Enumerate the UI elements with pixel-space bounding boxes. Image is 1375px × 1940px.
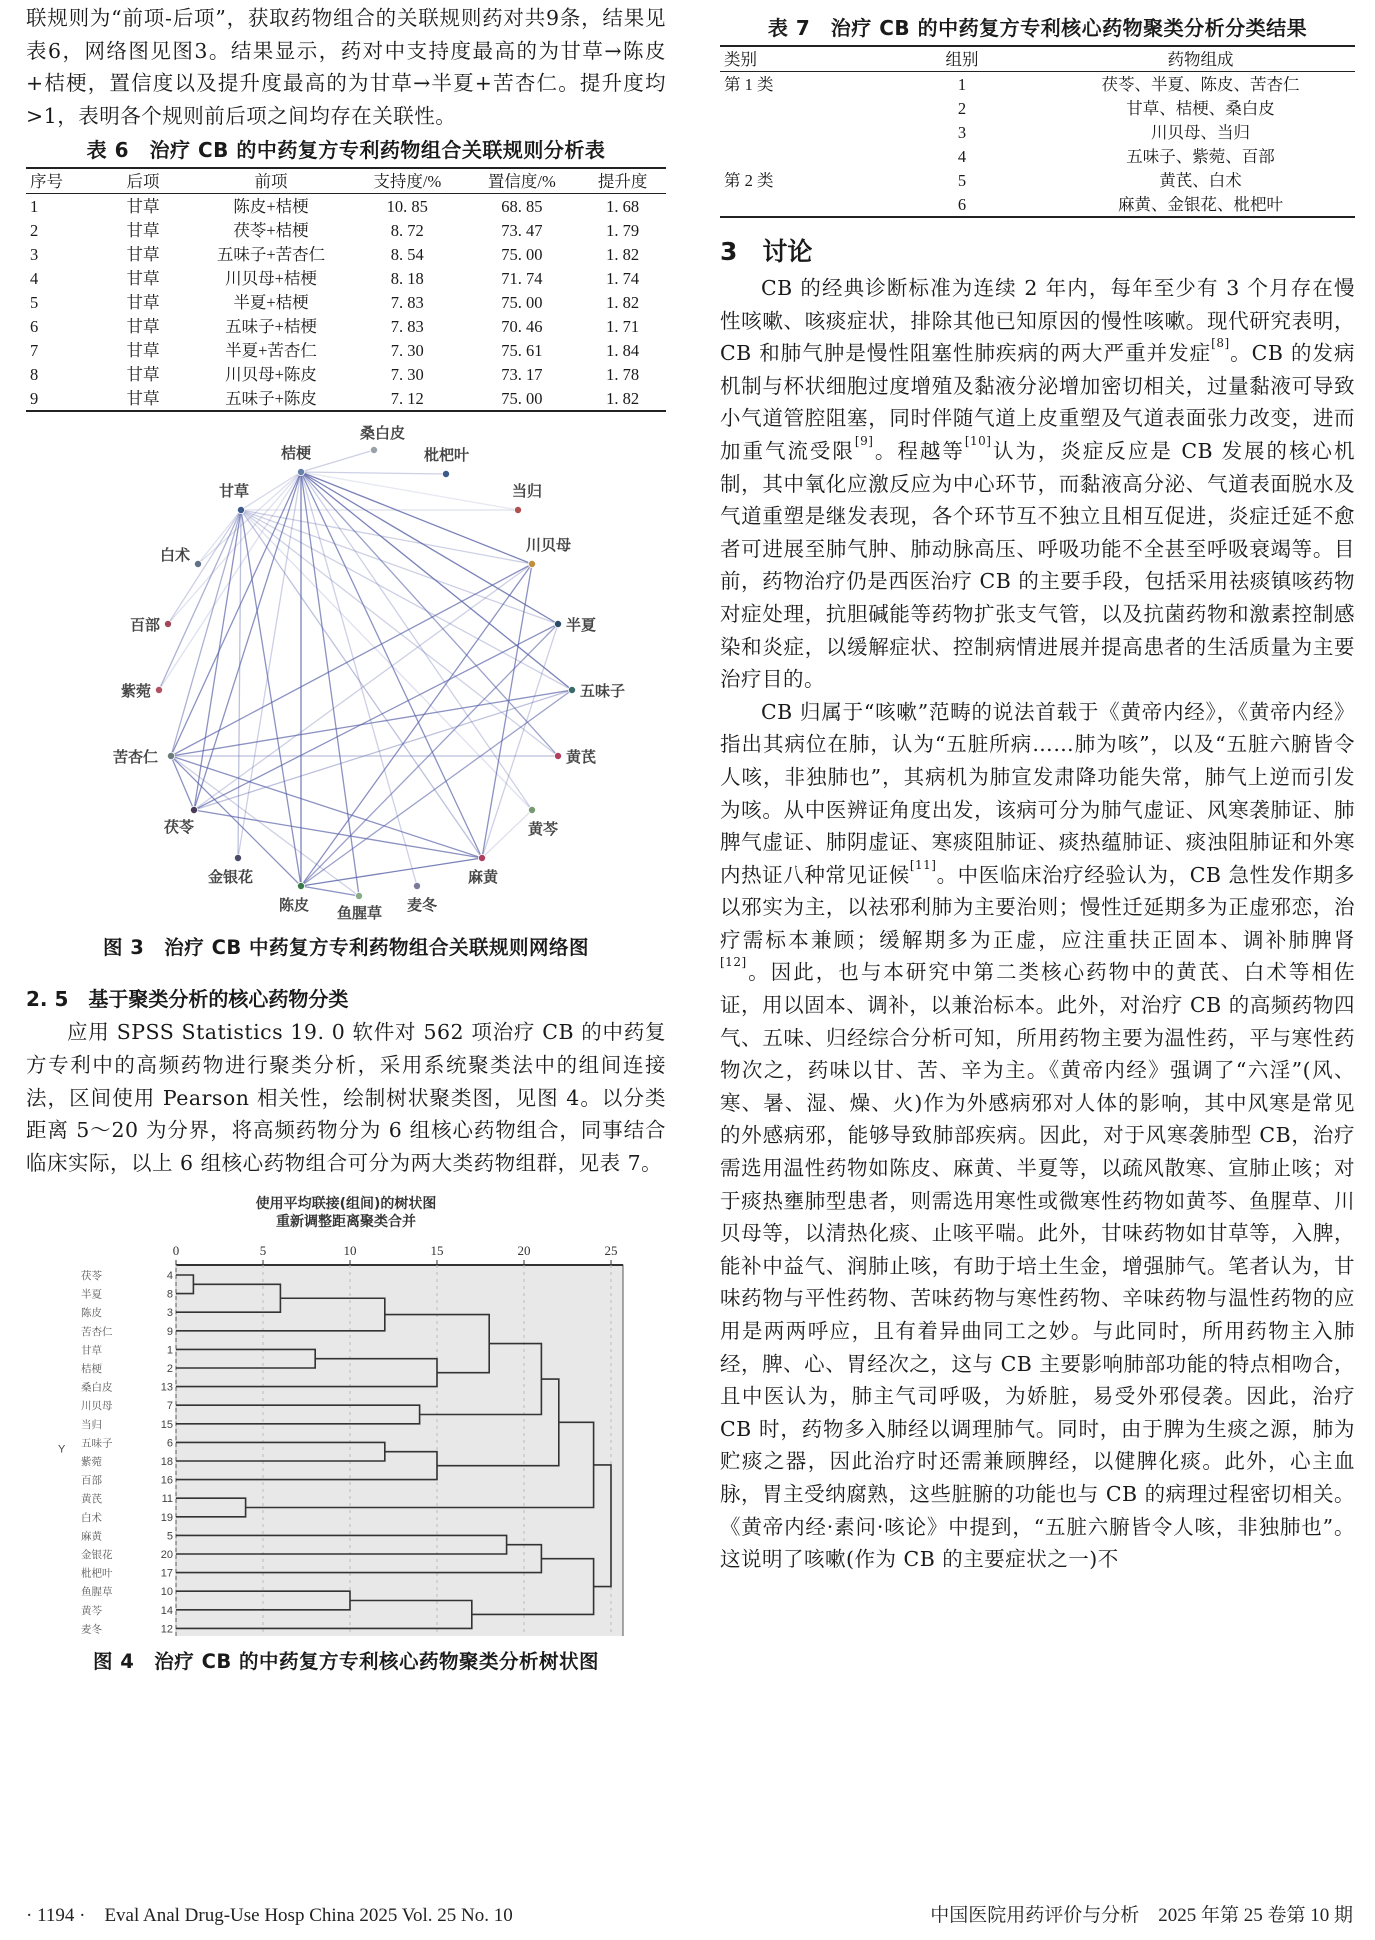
network-node xyxy=(234,855,241,862)
table-cell: 甘草 xyxy=(126,268,160,288)
table-cell: 甘草、桔梗、桑白皮 xyxy=(1126,98,1275,118)
table-cell: 川贝母+桔梗 xyxy=(225,268,317,288)
table-cell: 7. 12 xyxy=(390,388,424,408)
text: 。CB 的发病机制与杯状细胞过度增殖及黏液分泌增加密切相关，过量黏液可导致小气道管腔阻塞，同时伴随气道上皮重塑及气道表面张力改变，进而加重气流受限 xyxy=(720,341,1355,463)
table-cell: 70. 46 xyxy=(501,316,543,336)
table-cell: 7 xyxy=(30,340,39,360)
leaf-label: 苦杏仁 xyxy=(81,1326,113,1339)
section-2-5-heading: 2. 5 基于聚类分析的核心药物分类 xyxy=(26,987,349,1012)
table-cell: 71. 74 xyxy=(501,268,543,288)
table-cell: 3 xyxy=(957,122,967,142)
table7 xyxy=(720,45,1355,218)
table6-header: 提升度 xyxy=(597,171,648,191)
table-cell: 1. 71 xyxy=(606,316,640,336)
network-edge xyxy=(241,510,572,690)
table-cell: 9 xyxy=(30,388,39,408)
table7-header: 类别 xyxy=(724,49,757,69)
table-cell xyxy=(720,120,878,144)
figure3-caption: 图 3 治疗 CB 中药复方专利药物组合关联规则网络图 xyxy=(102,936,590,960)
table-cell: 8. 18 xyxy=(390,268,424,288)
table-cell: 7. 83 xyxy=(390,292,424,312)
table-cell: 第 2 类 xyxy=(724,170,774,190)
table6-title: 表 6 治疗 CB 的中药复方专利药物组合关联规则分析表 xyxy=(86,138,606,163)
table-cell: 陈皮+桔梗 xyxy=(233,196,309,216)
table-cell: 黄芪、白术 xyxy=(1159,170,1242,190)
leaf-id: 1 xyxy=(166,1344,173,1357)
table-cell: 5 xyxy=(957,170,967,190)
leaf-label: 黄芪 xyxy=(81,1493,102,1506)
leaf-label: 川贝母 xyxy=(81,1400,113,1413)
node-label: 黄芪 xyxy=(566,748,597,767)
network-edge xyxy=(194,510,241,810)
network-edge xyxy=(301,472,572,690)
node-label: 百部 xyxy=(130,616,161,635)
network-edge xyxy=(301,858,482,886)
leaf-id: 15 xyxy=(160,1419,173,1432)
network-edge xyxy=(171,756,482,858)
table-cell: 8. 72 xyxy=(390,220,424,240)
leaf-id: 9 xyxy=(166,1326,173,1339)
network-node xyxy=(155,687,162,694)
network-edge xyxy=(171,756,359,896)
table7-header: 药物组成 xyxy=(1167,49,1234,69)
network-node xyxy=(442,471,449,478)
table-cell: 第 1 类 xyxy=(724,74,774,94)
citation-8[interactable]: [8] xyxy=(1211,336,1230,351)
node-label: 桔梗 xyxy=(281,444,312,463)
network-node xyxy=(568,687,575,694)
table-cell: 1 xyxy=(30,196,39,216)
network-edge xyxy=(241,510,558,756)
network-node xyxy=(528,561,535,568)
table-cell: 茯苓、半夏、陈皮、苦杏仁 xyxy=(1101,74,1300,94)
table-cell: 半夏+桔梗 xyxy=(233,292,309,312)
network-edge xyxy=(301,472,417,886)
footer-left: · 1194 · Eval Anal Drug-Use Hosp China 2025 Vol. 25 No. 10 xyxy=(26,1905,513,1926)
x-tick-label: 15 xyxy=(430,1243,444,1259)
leaf-label: 鱼腥草 xyxy=(81,1586,113,1599)
table-row xyxy=(720,72,1355,97)
leaf-label: 茯苓 xyxy=(81,1270,102,1283)
table-cell: 川贝母、当归 xyxy=(1151,122,1250,142)
table-row xyxy=(720,96,1355,120)
table-cell: 甘草 xyxy=(126,220,160,240)
table7-header-row xyxy=(720,46,1355,72)
table-cell: 75. 61 xyxy=(501,340,543,360)
citation-9[interactable]: [9] xyxy=(854,433,874,448)
network-edge xyxy=(301,472,532,564)
table-cell: 8. 54 xyxy=(390,244,424,264)
dendrogram-title-2: 重新调整距离聚类合并 xyxy=(276,1214,416,1231)
table7-header: 组别 xyxy=(945,49,979,69)
network-edge xyxy=(171,690,572,756)
table-cell: 7. 30 xyxy=(390,364,424,384)
network-edge xyxy=(194,472,301,810)
table-row xyxy=(26,386,666,411)
leaf-label: 陈皮 xyxy=(81,1307,102,1320)
node-label: 黄芩 xyxy=(528,820,559,839)
network-node xyxy=(237,507,244,514)
network-node xyxy=(413,883,420,890)
table-cell: 6 xyxy=(30,316,39,336)
table-cell: 1. 78 xyxy=(606,364,640,384)
leaf-label: 桔梗 xyxy=(81,1363,102,1376)
table-cell: 五味子、紫菀、百部 xyxy=(1126,146,1275,166)
leaf-label: 麻黄 xyxy=(81,1530,102,1543)
network-node xyxy=(554,621,561,628)
x-tick-label: 20 xyxy=(517,1243,531,1259)
table-cell: 1. 82 xyxy=(606,292,640,312)
table6-header: 序号 xyxy=(30,171,63,191)
table-cell: 甘草 xyxy=(126,388,160,408)
node-label: 当归 xyxy=(512,482,543,501)
text: CB 的经典诊断标准为连续 2 年内，每年至少有 3 个月存在慢性咳嗽、咳痰症状，排除其他已知原因的慢性咳嗽。现代研究表明，CB 和肺气肿是慢性阻塞性肺疾病的两大严重并发症 xyxy=(720,276,1355,366)
table-cell: 68. 85 xyxy=(501,196,543,216)
node-label: 紫菀 xyxy=(121,682,152,701)
network-edge xyxy=(194,810,482,858)
network-edge xyxy=(159,510,241,690)
table-cell: 6 xyxy=(957,194,967,214)
table-cell: 73. 47 xyxy=(501,220,543,240)
leaf-id: 12 xyxy=(160,1623,173,1636)
leaf-id: 16 xyxy=(160,1474,173,1487)
leaf-label: 当归 xyxy=(81,1419,102,1432)
network-node xyxy=(355,893,362,900)
table7-body xyxy=(720,72,1355,218)
table-row xyxy=(720,192,1355,217)
table6-header: 后项 xyxy=(126,171,160,191)
intro-paragraph: 联规则为“前项-后项”，获取药物组合的关联规则药对共9条，结果见表6，网络图见图3。结果显示，药对中支持度最高的为甘草→陈皮+桔梗，置信度以及提升度最高的为甘草→半夏+苦杏仁。提升度均>1，表明各个规则前后项之间均存在关联性。 xyxy=(26,6,666,128)
network-graph xyxy=(26,424,666,924)
table-row xyxy=(26,266,666,290)
table-cell: 1. 82 xyxy=(606,244,640,264)
table-cell: 甘草 xyxy=(126,244,160,264)
table-cell: 73. 17 xyxy=(501,364,543,384)
table-cell xyxy=(720,96,878,120)
citation-10[interactable]: [10] xyxy=(964,433,992,448)
leaf-label: 枇杷叶 xyxy=(81,1567,113,1580)
table-row xyxy=(26,314,666,338)
network-node xyxy=(167,753,174,760)
network-edge xyxy=(301,690,572,886)
network-node xyxy=(370,447,377,454)
dendrogram-title-1: 使用平均联接(组间)的树状图 xyxy=(255,1196,437,1213)
network-edge xyxy=(238,472,301,858)
table-cell: 4 xyxy=(957,146,967,166)
table-cell xyxy=(720,192,878,217)
x-tick-label: 25 xyxy=(604,1243,618,1259)
leaf-id: 2 xyxy=(166,1363,173,1376)
network-edge xyxy=(168,510,241,624)
table6-body xyxy=(26,194,666,412)
table-row xyxy=(720,144,1355,168)
leaf-id: 4 xyxy=(166,1270,173,1283)
leaf-id: 6 xyxy=(166,1437,173,1450)
table-cell: 甘草 xyxy=(126,316,160,336)
leaf-id: 3 xyxy=(166,1307,173,1320)
network-node xyxy=(514,507,521,514)
network-node xyxy=(297,469,304,476)
leaf-label: 白术 xyxy=(81,1512,102,1525)
table-cell: 1. 79 xyxy=(606,220,640,240)
leaf-id: 18 xyxy=(160,1456,173,1469)
text: 。因此，也与本研究中第二类核心药物中的黄芪、白术等相佐证，用以固本、调补，以兼治标本。此外，对治疗 CB 的高频药物四气、五味、归经综合分析可知，所用药物主要为温性药，平与寒性药物次之，药味以甘、苦、辛为主。《黄帝内经》强调了“六淫”(风、寒、暑、湿、燥、火)作为外感病邪对人体的影响，其中风寒是常见的外感病邪，能够导致肺部疾病。因此，对于风寒袭肺型 CB，治疗需选用温性药物如陈皮、麻黄、半夏等，以疏风散寒、宣肺止咳；对于痰热壅肺型患者，则需选用寒性或微寒性药物如黄芩、鱼腥草、川贝母等，以清热化痰、止咳平喘。此外，甘味药物如甘草等，入脾，能补中益气、润肺止咳，有助于培土生金，增强肺气。笔者认为，甘味药物与平性药物、苦味药物与寒性药物、辛味药物与温性药物的应用是两两呼应，且有着异曲同工之妙。与此同时，所用药物主入肺经，脾、心、胃经次之，这与 CB 主要影响肺部功能的特点相吻合，且中医认为，肺主气司呼吸，为娇脏，易受外邪侵袭。因此，治疗 CB 时，药物多入肺经以调理肺气。同时，由于脾为生痰之源，肺为贮痰之器，因此治疗时还需兼顾脾经，以健脾化痰。此外，心主血脉，胃主受纳腐熟，这些脏腑的功能也与 CB 的病理过程密切相关。《黄帝内经·素问·咳论》中提到，“五脏六腑皆令人咳，非独肺也”。这说明了咳嗽(作为 CB 的主要症状之一)不 xyxy=(720,960,1355,1572)
network-node xyxy=(190,807,197,814)
node-label: 麻黄 xyxy=(468,868,499,887)
leaf-id: 8 xyxy=(166,1288,173,1301)
table-cell: 甘草 xyxy=(126,340,160,360)
table-row xyxy=(26,242,666,266)
node-label: 甘草 xyxy=(219,482,250,501)
leaf-id: 10 xyxy=(160,1586,173,1599)
network-edge xyxy=(171,564,532,756)
table6-header: 置信度/% xyxy=(487,171,556,191)
leaf-id: 11 xyxy=(161,1493,173,1506)
table-cell: 五味子+桔梗 xyxy=(225,316,317,336)
leaf-id: 5 xyxy=(166,1530,173,1543)
node-label: 麦冬 xyxy=(407,896,438,915)
table-row xyxy=(26,290,666,314)
node-label: 半夏 xyxy=(566,616,597,635)
leaf-label: 紫菀 xyxy=(81,1456,102,1469)
discussion-paragraph-2 xyxy=(720,696,1355,1576)
table-cell: 8 xyxy=(30,364,39,384)
table-cell: 4 xyxy=(30,268,39,288)
text: 认为，炎症反应是 CB 发展的核心机制，其中氧化应激反应为中心环节，而黏液高分泌、气道表面脱水及气道重塑是继发表现，各个环节互不独立且相互促进，炎症迁延不愈者可进展至肺气肿、肺动脉高压、呼吸功能不全甚至呼吸衰竭等。目前，药物治疗仍是西医治疗 CB 的主要手段，包括采用祛痰镇咳药物对症处理，抗胆碱能等药物扩张支气管，以及抗菌药物和激素控制感染和炎症，以缓解症状、控制病情进展并提高患者的生活质量为主要治疗目的。 xyxy=(720,438,1355,692)
table6-header: 支持度/% xyxy=(373,171,442,191)
plot-area xyxy=(176,1265,623,1636)
table-cell: 半夏+苦杏仁 xyxy=(225,340,317,360)
citation-11[interactable]: [11] xyxy=(909,857,937,872)
table-row xyxy=(26,218,666,242)
network-edge xyxy=(301,886,359,896)
leaf-label: 金银花 xyxy=(81,1549,113,1562)
figure4-caption: 图 4 治疗 CB 的中药复方专利核心药物聚类分析树状图 xyxy=(92,1650,600,1674)
table6-header-row xyxy=(26,168,666,194)
table-cell xyxy=(720,144,878,168)
node-label: 枇杷叶 xyxy=(424,446,470,465)
leaf-label: 百部 xyxy=(81,1474,102,1487)
text: 。程越等 xyxy=(873,438,965,463)
leaf-label: 桑白皮 xyxy=(81,1381,113,1394)
table-cell: 75. 00 xyxy=(501,388,543,408)
footer-right: 中国医院用药评价与分析 2025 年第 25 卷第 10 期 xyxy=(930,1905,1353,1926)
table-cell: 1. 84 xyxy=(606,340,640,360)
table-cell: 五味子+苦杏仁 xyxy=(216,244,326,264)
right-column xyxy=(720,0,1355,1576)
node-label: 川贝母 xyxy=(526,536,572,555)
section-3-heading: 3 讨论 xyxy=(720,237,813,266)
left-column xyxy=(26,0,666,1674)
y-axis-label: Y xyxy=(58,1444,66,1457)
leaf-label: 五味子 xyxy=(81,1437,113,1450)
x-tick-label: 10 xyxy=(343,1243,357,1259)
table-cell: 麻黄、金银花、枇杷叶 xyxy=(1118,194,1283,214)
network-edge xyxy=(301,472,532,810)
node-label: 金银花 xyxy=(208,868,254,887)
leaf-id: 19 xyxy=(160,1512,173,1525)
table-cell: 五味子+陈皮 xyxy=(225,388,317,408)
dendrogram-chart xyxy=(26,1231,666,1636)
figure4-dendrogram xyxy=(26,1195,666,1640)
leaf-label: 黄芩 xyxy=(81,1605,102,1618)
figure3-network xyxy=(26,424,666,924)
table-cell: 1. 82 xyxy=(606,388,640,408)
leaf-id: 20 xyxy=(160,1549,173,1562)
citation-12[interactable]: [12] xyxy=(720,955,747,970)
node-label: 苦杏仁 xyxy=(113,748,159,767)
leaf-id: 7 xyxy=(166,1400,173,1413)
discussion-paragraph-1 xyxy=(720,272,1355,696)
leaf-id: 13 xyxy=(160,1381,173,1394)
network-node xyxy=(554,753,561,760)
node-label: 桑白皮 xyxy=(360,424,406,443)
network-node xyxy=(194,561,201,568)
table-cell: 川贝母+陈皮 xyxy=(225,364,317,384)
text: CB 归属于“咳嗽”范畴的说法首载于《黄帝内经》，《黄帝内经》指出其病位在肺，认为“五脏所病……肺为咳”，以及“五脏六腑皆令人咳，非独肺也”，其病机为肺宣发肃降功能失常，肺气上逆而引发为咳。从中医辨证角度出发，该病可分为肺气虚证、风寒袭肺证、肺脾气虚证、肺阴虚证、寒痰阻肺证、痰热蕴肺证、痰浊阻肺证和外寒内热证八种常见证候 xyxy=(720,699,1355,887)
table-cell: 1 xyxy=(957,74,967,94)
table6-header: 前项 xyxy=(254,171,288,191)
text: 。中医临床治疗经验认为，CB 急性发作期多以邪实为主，以祛邪利肺为主要治则；慢性迁延期多为正虚邪恋，治疗需标本兼顾；缓解期多为正虚，应注重扶正固本、调补肺脾肾 xyxy=(720,862,1356,952)
network-node xyxy=(478,855,485,862)
network-edge xyxy=(171,472,301,756)
table-cell: 2 xyxy=(957,98,967,118)
leaf-label: 麦冬 xyxy=(81,1623,102,1636)
x-tick-label: 0 xyxy=(172,1243,180,1259)
table-row xyxy=(720,168,1355,192)
table-row xyxy=(720,120,1355,144)
node-label: 鱼腥草 xyxy=(337,904,383,923)
leaf-id: 17 xyxy=(160,1567,173,1580)
leaf-label: 半夏 xyxy=(81,1288,102,1301)
node-label: 茯苓 xyxy=(164,818,195,837)
table-cell: 3 xyxy=(30,244,39,264)
network-edge xyxy=(194,564,532,810)
table-cell: 7. 83 xyxy=(390,316,424,336)
leaf-label: 甘草 xyxy=(81,1344,102,1357)
table-row xyxy=(26,338,666,362)
table-cell: 75. 00 xyxy=(501,292,543,312)
table-cell: 75. 00 xyxy=(501,244,543,264)
node-label: 白术 xyxy=(160,546,191,565)
table-cell: 茯苓+桔梗 xyxy=(233,220,309,240)
node-label: 五味子 xyxy=(580,682,626,701)
table-cell: 10. 85 xyxy=(386,196,428,216)
table-cell: 甘草 xyxy=(126,196,160,216)
network-node xyxy=(528,807,535,814)
node-label: 陈皮 xyxy=(279,896,310,915)
table6 xyxy=(26,167,666,412)
table-row xyxy=(26,362,666,386)
network-node xyxy=(297,883,304,890)
table-cell: 甘草 xyxy=(126,364,160,384)
table-cell: 1. 68 xyxy=(606,196,640,216)
network-edge xyxy=(301,450,374,472)
section-2-5-body: 应用 SPSS Statistics 19. 0 软件对 562 项治疗 CB 的中药复方专利中的高频药物进行聚类分析，采用系统聚类法中的组间连接法，区间使用 Pearson 相关性，绘制树状聚类图，见图 4。以分类距离 5～20 为分界，将高频药物分为 6 组核心药物组合，同事结合临床实际，以上 6 组核心药物组合可分为两大类药物组群，见表 7。 xyxy=(26,1020,666,1175)
network-node xyxy=(164,621,171,628)
table-cell: 5 xyxy=(30,292,39,312)
table-cell: 2 xyxy=(30,220,39,240)
network-edge xyxy=(241,510,558,624)
leaf-id: 14 xyxy=(160,1605,173,1618)
table-cell: 1. 74 xyxy=(606,268,640,288)
table7-title: 表 7 治疗 CB 的中药复方专利核心药物聚类分析分类结果 xyxy=(767,16,1308,40)
table-cell: 甘草 xyxy=(126,292,160,312)
x-tick-label: 5 xyxy=(259,1243,267,1259)
network-edge xyxy=(301,472,446,474)
table-row xyxy=(26,194,666,219)
table-cell: 7. 30 xyxy=(390,340,424,360)
